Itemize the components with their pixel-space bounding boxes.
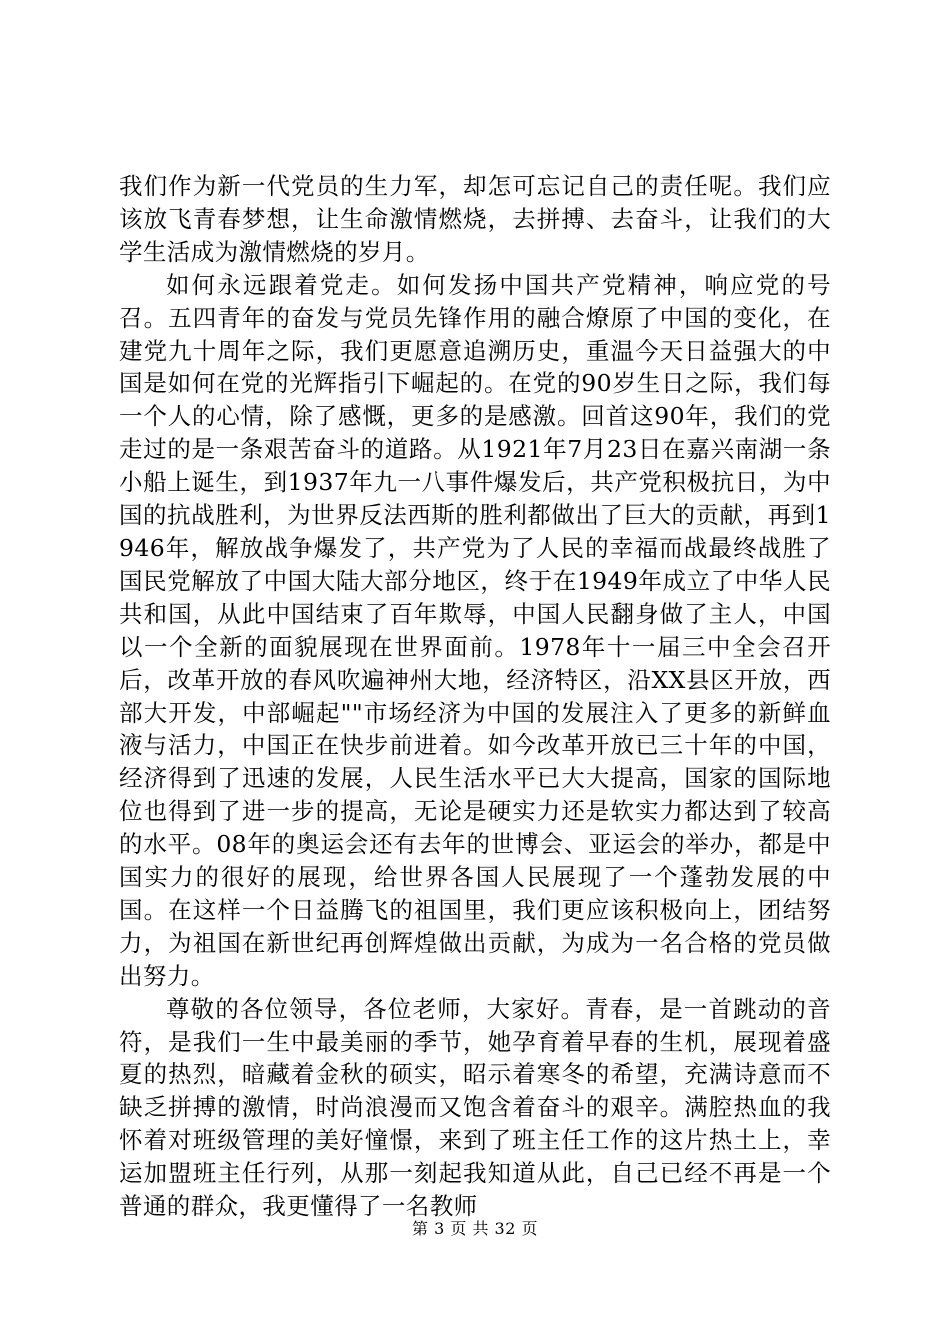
paragraph-1: 我们作为新一代党员的生力军，却怎可忘记自己的责任呢。我们应该放飞青春梦想，让生命激情燃烧，去拼搏、去奋斗，让我们的大学生活成为激情燃烧的岁月。: [119, 172, 831, 266]
document-body: [119, 170, 831, 1223]
paragraph-2: 如何永远跟着党走。如何发扬中国共产党精神，响应党的号召。五四青年的奋发与党员先锋作用的融合燎原了中国的变化，在建党九十周年之际，我们更愿意追溯历史，重温今天日益强大的中国是如何在党的光辉指引下崛起的。在党的90岁生日之际，我们每一个人的心情，除了感慨，更多的是感激。回首这90年，我们的党走过的是一条艰苦奋斗的道路。从1921年7月23日在嘉兴南湖一条小船上诞生，到1937年九一八事件爆发后，共产党积极抗日，为中国的抗战胜利，为世界反法西斯的胜利都做出了巨大的贡献，再到1946年，解放战争爆发了，共产党为了人民的幸福而战最终战胜了国民党解放了中国大陆大部分地区，终于在1949年成立了中华人民共和国，从此中国结束了百年欺辱，中国人民翻身做了主人，中国以一个全新的面貌展现在世界面前。1978年十一届三中全会召开后，改革开放的春风吹遍神州大地，经济特区，沿XX县区开放，西部大开发，中部崛起""市场经济为中国的发展注入了更多的新鲜血液与活力，中国正在快步前进着。如今改革开放已三十年的中国，经济得到了迅速的发展，人民生活水平已大大提高，国家的国际地位也得到了进一步的提高，无论是硬实力还是软实力都达到了较高的水平。08年的奥运会还有去年的世博会、亚运会的举办，都是中国实力的很好的展现，给世界各国人民展现了一个蓬勃发展的中国。在这样一个日益腾飞的祖国里，我们更应该积极向上，团结努力，为祖国在新世纪再创辉煌做出贡献，为成为一名合格的党员做出努力。: [119, 270, 831, 990]
page-footer: 第 3 页 共 32 页: [412, 1219, 538, 1238]
paragraph-3: 尊敬的各位领导，各位老师，大家好。青春，是一首跳动的音符，是我们一生中最美丽的季节，她孕育着早春的生机，展现着盛夏的热烈，暗藏着金秋的硕实，昭示着寒冬的希望，充满诗意而不缺乏拼搏的激情，时尚浪漫而又饱含着奋斗的艰辛。满腔热血的我怀着对班级管理的美好憧憬，来到了班主任工作的这片热土上，幸运加盟班主任行列，从那一刻起我知道从此，自己已经不再是一个普通的群众，我更懂得了一名教师: [119, 994, 831, 1221]
